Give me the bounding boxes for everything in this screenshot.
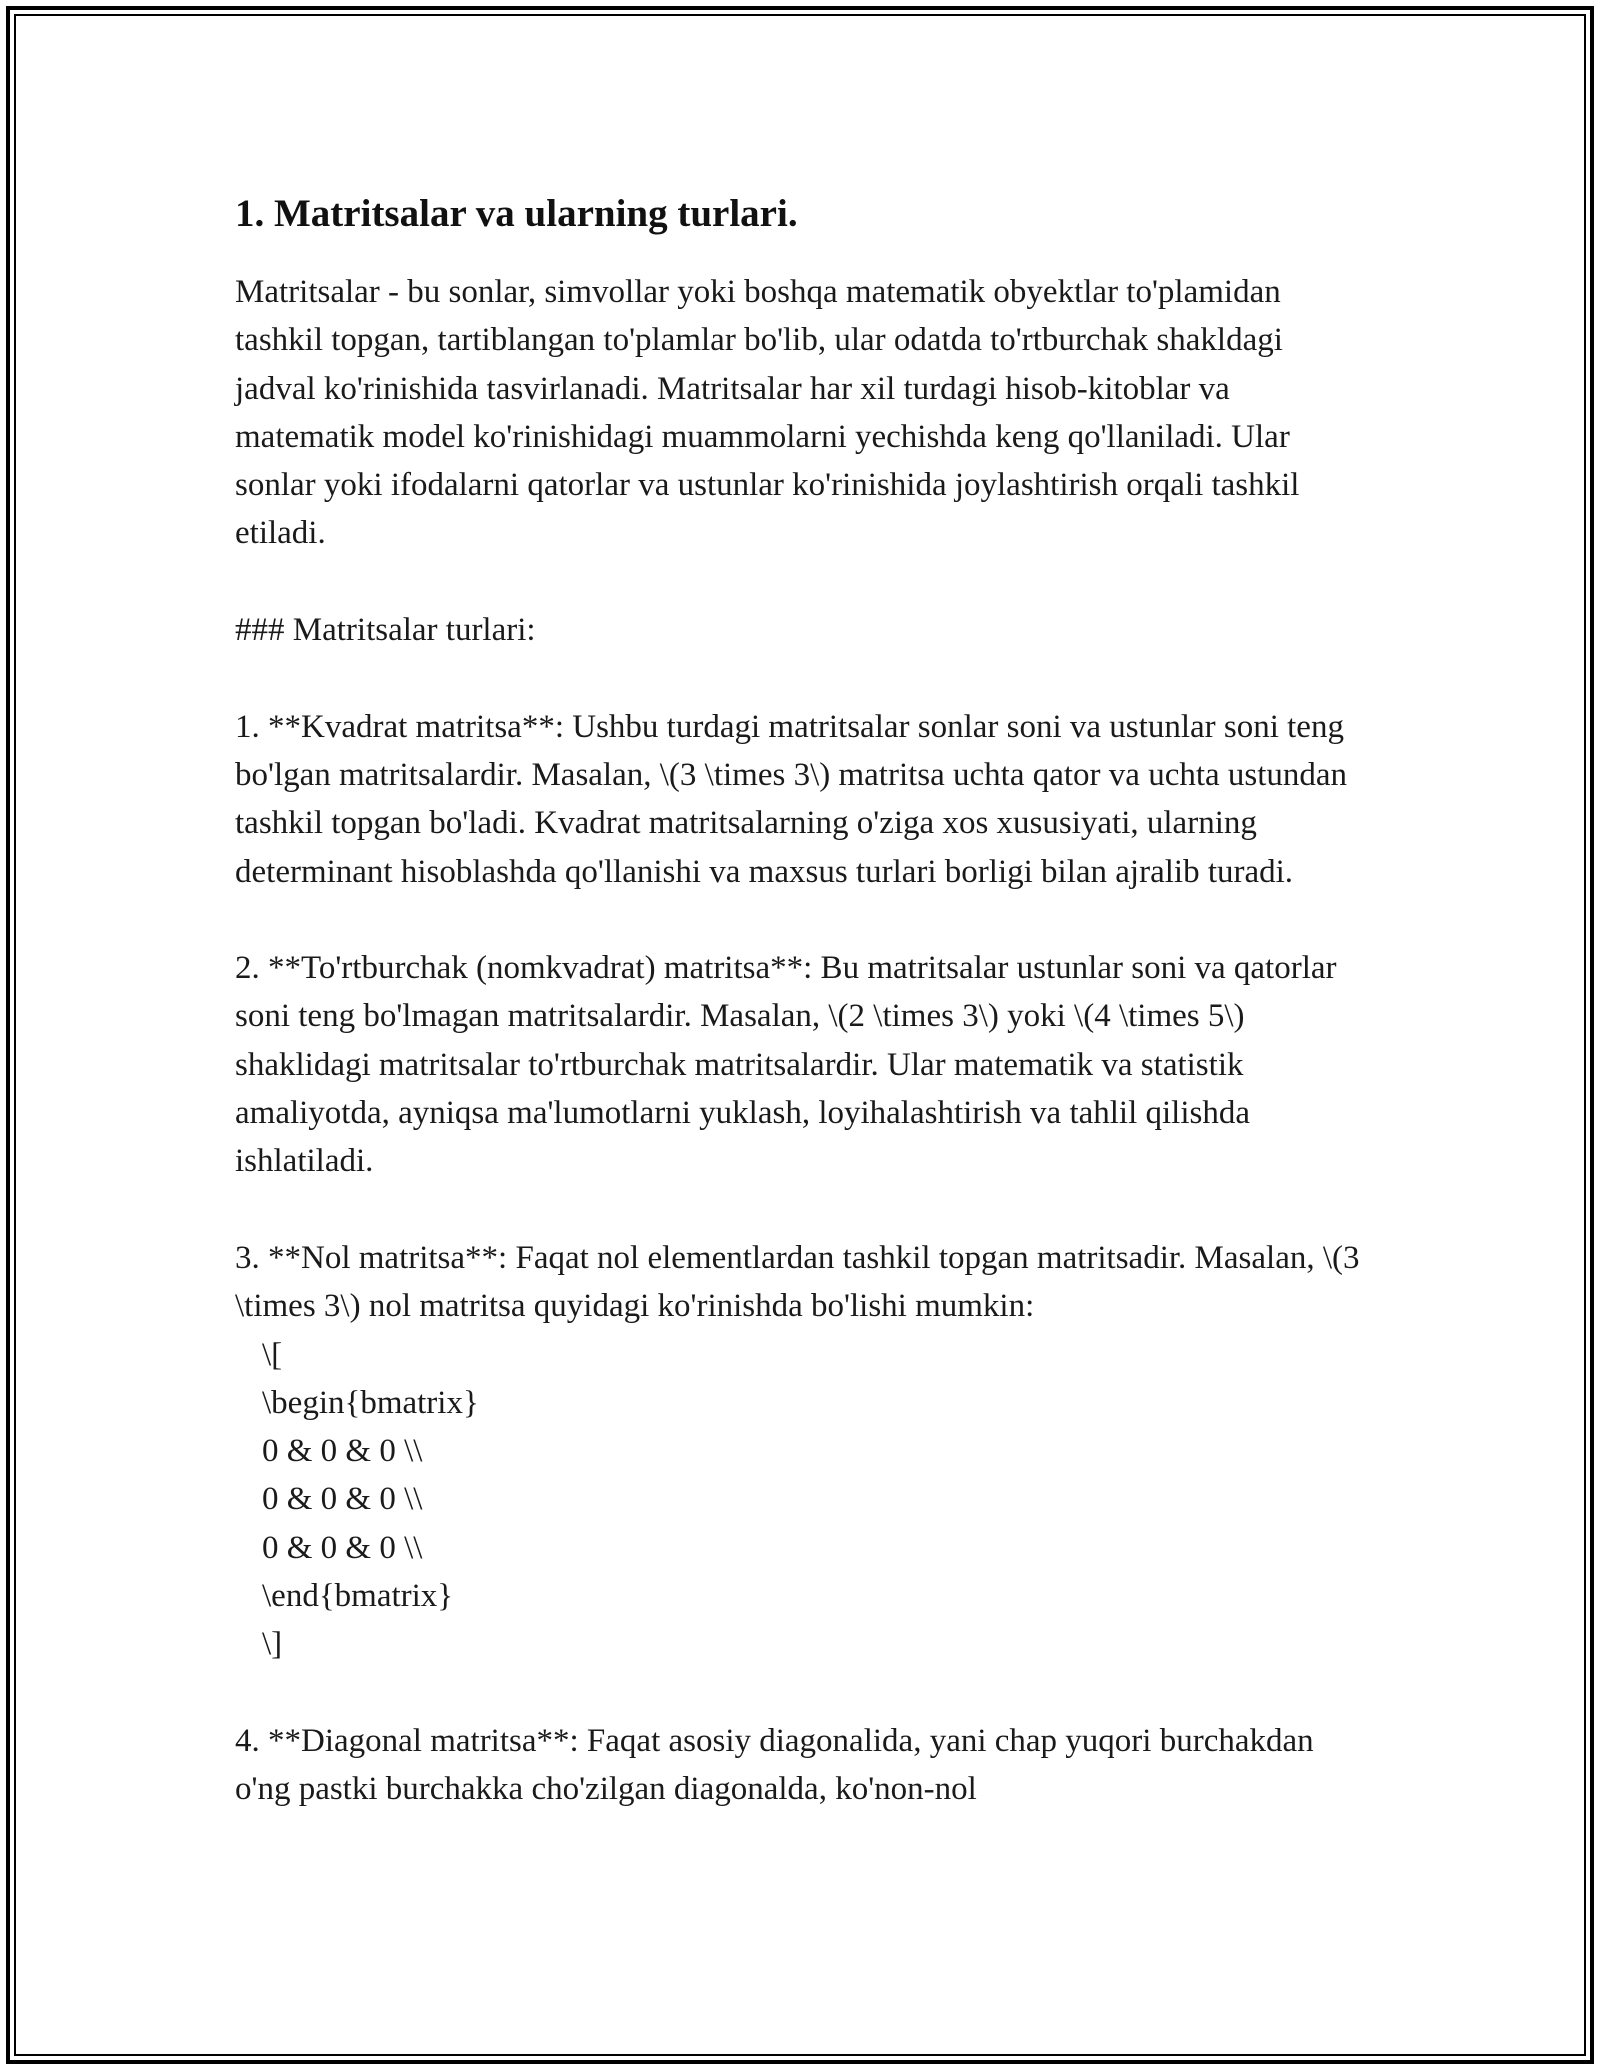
list-item-square-matrix: 1. **Kvadrat matritsa**: Ushbu turdagi matritsalar sonlar soni va ustunlar soni teng bo'lgan matritsalardir. Masalan, \(3 \times 3\) matritsa uchta qator va uchta ustundan tashkil topgan bo'ladi. Kvadrat matritsalarning o'ziga xos xususiyati, ularning determinant hisoblashda qo'llanishi va maxsus turlari borligi bilan ajralib turadi. bbox=[235, 708, 1348, 890]
list-item-zero-matrix: 3. **Nol matritsa**: Faqat nol elementlardan tashkil topgan matritsadir. Masalan, \(3 \times 3\) nol matritsa quyidagi ko'rinishda bo'lishi mumkin: bbox=[235, 1239, 1360, 1325]
intro-paragraph: Matritsalar - bu sonlar, simvollar yoki boshqa matematik obyektlar to'plamidan tashkil topgan, tartiblangan to'plamlar bo'lib, ular odatda to'rtburchak shakldagi jadval ko'rinishida tasvirlanadi. Matritsalar har xil turdagi hisob-kitoblar va matematik model ko'rinishidagi muammolarni yechishda keng qo'llaniladi. Ular sonlar yoki ifodalarni qatorlar va ustunlar ko'rinishida joylashtirish orqali tashkil etiladi. bbox=[235, 274, 1300, 552]
latex-line: \begin{bmatrix} bbox=[262, 1384, 479, 1421]
section-title: 1. Matritsalar va ularning turlari. bbox=[235, 192, 798, 235]
latex-line: 0 & 0 & 0 \\ bbox=[262, 1529, 423, 1566]
spacer bbox=[235, 896, 1365, 944]
latex-line: \end{bmatrix} bbox=[262, 1578, 454, 1615]
latex-line: 0 & 0 & 0 \\ bbox=[262, 1433, 423, 1470]
spacer bbox=[235, 654, 1365, 702]
spacer bbox=[235, 1669, 1365, 1717]
latex-line: \] bbox=[262, 1626, 283, 1663]
document-body bbox=[235, 190, 1365, 1814]
list-item-rectangular-matrix: 2. **To'rtburchak (nomkvadrat) matritsa**: Bu matritsalar ustunlar soni va qatorlar soni teng bo'lmagan matritsalardir. Masalan, \(2 \times 3\) yoki \(4 \times 5\) shaklidagi matritsalar to'rtburchak matritsalardir. Ular matematik va statistik amaliyotda, ayniqsa ma'lumotlarni yuklash, loyihalashtirish va tahlil qilishda ishlatiladi. bbox=[235, 950, 1337, 1180]
spacer bbox=[235, 558, 1365, 606]
latex-line: \[ bbox=[262, 1336, 283, 1373]
list-item-diagonal-matrix: 4. **Diagonal matritsa**: Faqat asosiy diagonalida, yani chap yuqori burchakdan o'ng pastki burchakka cho'zilgan diagonalda, ko'non-nol bbox=[235, 1722, 1314, 1808]
latex-line: 0 & 0 & 0 \\ bbox=[262, 1481, 423, 1518]
types-heading: ### Matritsalar turlari: bbox=[235, 612, 536, 649]
spacer bbox=[235, 1186, 1365, 1234]
zero-matrix-latex-block bbox=[235, 1331, 1365, 1669]
